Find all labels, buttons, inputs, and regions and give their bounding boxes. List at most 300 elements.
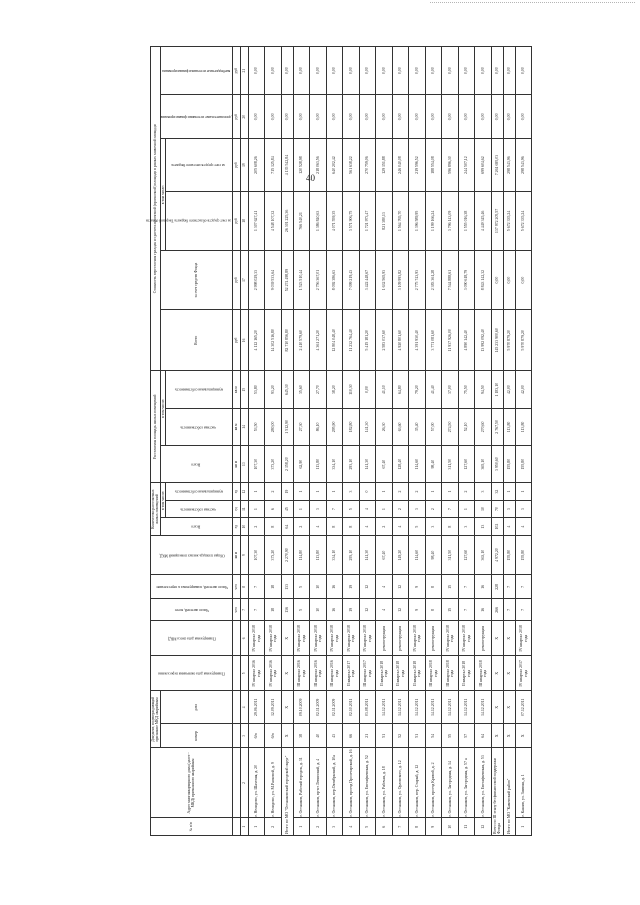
header-cost-incl: в том числе:	[160, 139, 165, 251]
table-cell: 3 950,60	[491, 446, 503, 483]
table-cell: г. Осташков, Рабочий городок, д. 31	[293, 748, 310, 818]
table-cell: 766 540,21	[293, 191, 310, 250]
table-cell: IV квартал 2017 года	[515, 656, 532, 691]
table-cell: г. Нелидово, ул. М.Расковой, д. 9	[265, 748, 282, 818]
table-cell: 7	[503, 575, 515, 599]
table-cell: 7	[392, 818, 409, 836]
table-cell: III квартал 2016 года	[293, 656, 310, 691]
table-cell: X	[491, 656, 503, 691]
units-cell: чел	[232, 575, 240, 599]
table-cell: 4	[343, 818, 360, 836]
table-cell: 7	[515, 599, 532, 621]
table-cell: 228	[491, 575, 503, 599]
table-cell: 219 596,52	[409, 139, 426, 192]
table-cell: 93,20	[265, 371, 282, 408]
table-cell: 16	[326, 575, 343, 599]
table-cell: 205 608,26	[248, 139, 265, 192]
table-cell: 3	[475, 483, 492, 501]
table-cell: реконструкция	[475, 621, 492, 656]
units-cell: ед	[232, 483, 240, 501]
table-row	[248, 47, 265, 836]
table-cell: 98,40	[425, 535, 442, 574]
table-cell: 0,00	[458, 47, 475, 95]
units-cell: ед	[232, 500, 240, 518]
table-cell: 0,00	[376, 47, 393, 95]
table-cell: 4 071 559,35	[326, 191, 343, 250]
table-row	[281, 47, 293, 836]
units-cell	[232, 656, 240, 691]
table-cell: 5 970 879,20	[503, 310, 515, 371]
table-cell: 4 890 142,40	[458, 310, 475, 371]
col_numbers-cell: 5	[240, 656, 248, 691]
table-cell: 75,50	[458, 371, 475, 408]
table-cell: 1 183,10	[491, 371, 503, 408]
table-cell: 1	[515, 483, 532, 501]
units-cell: чел	[232, 599, 240, 621]
table-cell: 5	[293, 575, 310, 599]
table-cell: 14.12.2011	[392, 691, 409, 724]
table-cell: 182,80	[343, 408, 360, 445]
table-cell: 2	[293, 518, 310, 536]
table-row	[491, 47, 503, 836]
table-cell: г. Нелидово, ул. Шахтная, д. 20	[248, 748, 265, 818]
table-row	[265, 47, 282, 836]
table-cell: 1	[503, 483, 515, 501]
table-cell: 0,00	[475, 95, 492, 139]
col_numbers-cell: 19	[240, 139, 248, 192]
table-row	[326, 47, 343, 836]
table-cell: 26,30	[376, 408, 393, 445]
table-cell: 4 548 107,32	[265, 191, 282, 250]
table-cell: 114,60	[409, 535, 426, 574]
table-cell: 0,00	[281, 47, 293, 95]
table-cell: 35,60	[293, 371, 310, 408]
table-cell: 218 063,56	[310, 139, 327, 192]
table-cell: 4	[515, 518, 532, 536]
header-rooms-private: частная собственность	[165, 500, 232, 518]
table-cell: 2	[425, 500, 442, 518]
table-cell: 0,00	[458, 95, 475, 139]
table-cell: 2 158,20	[281, 446, 293, 483]
table-cell: 244 507,12	[458, 139, 475, 192]
table-cell: X	[491, 621, 503, 656]
table-cell: X	[503, 691, 515, 724]
table-cell: 4	[503, 518, 515, 536]
table-cell: 7	[458, 575, 475, 599]
units-cell	[232, 691, 240, 724]
table-cell: 274,50	[442, 408, 459, 445]
table-body	[248, 47, 532, 836]
table-cell: 2 767,50	[491, 408, 503, 445]
header-rooms-total: Всего	[160, 518, 232, 536]
table-cell: 4	[392, 518, 409, 536]
table-cell: 4 972,20	[491, 535, 503, 574]
table-cell: г. Осташков, ул. Загородная, д. 57 а	[458, 748, 475, 818]
table-cell: 0,00	[409, 47, 426, 95]
table-row	[503, 47, 515, 836]
table-cell: 0,00	[409, 95, 426, 139]
col_numbers-cell: 8	[240, 575, 248, 599]
table-cell: 1	[248, 483, 265, 501]
column-number-row	[240, 47, 248, 836]
table-row	[475, 47, 492, 836]
units-cell: руб	[232, 310, 240, 371]
table-cell: 4	[376, 599, 393, 621]
table-cell: 45	[281, 500, 293, 518]
table-cell: 0,00	[376, 95, 393, 139]
header-cost-group: Стоимость переселения граждан из расчета проектной (прогнозной) площади в рамках заявочной площади	[151, 47, 161, 372]
table-cell: 13	[475, 518, 492, 536]
table-cell: 0,00	[515, 251, 532, 310]
table-cell: 4 920 801,60	[392, 310, 409, 371]
table-cell: 8	[442, 518, 459, 536]
table-cell: 0,00	[343, 47, 360, 95]
table-cell: 02.11.2009	[310, 691, 327, 724]
table-cell: 0,00	[515, 47, 532, 95]
table-cell: X	[281, 691, 293, 724]
table-cell: 3	[310, 500, 327, 518]
table-cell: 1 512,90	[281, 408, 293, 445]
table-cell: г. Осташков, пер. Старый, д. 12	[409, 748, 426, 818]
table-cell: б/н	[248, 724, 265, 748]
table-cell: 5	[359, 818, 376, 836]
table-cell: 3 090 618,79	[458, 251, 475, 310]
table-cell: 1	[442, 483, 459, 501]
header-n: № п/п	[151, 818, 233, 836]
table-cell: 0,00	[475, 47, 492, 95]
table-cell: 128,40	[392, 446, 409, 483]
table-cell: 0,00	[248, 95, 265, 139]
table-cell: 3 796 143,09	[442, 191, 459, 250]
table-cell: 3	[425, 518, 442, 536]
header-area-municipal: муниципальная собственность	[165, 371, 232, 408]
table-cell: 41,10	[376, 371, 393, 408]
col_numbers-cell: 7	[240, 599, 248, 621]
table-cell: 0,00	[503, 95, 515, 139]
table-cell: 63,60	[392, 408, 409, 445]
table-cell: 38	[293, 724, 310, 748]
table-cell: 12	[359, 575, 376, 599]
table-cell: 26 301 225,36	[281, 191, 293, 250]
table-cell: 0,00	[359, 95, 376, 139]
table-cell: 120 528,98	[293, 139, 310, 192]
table-cell: г. Осташков, ул. Рабочая, д. 18	[376, 748, 393, 818]
table-cell: 7	[458, 599, 475, 621]
scan-edge-noise	[430, 2, 635, 5]
table-cell: 57	[458, 724, 475, 748]
table-cell: 2 583 037,60	[376, 310, 393, 371]
col_numbers-cell: 18	[240, 191, 248, 250]
table-row	[392, 47, 409, 836]
table-cell: 82 710 856,80	[281, 310, 293, 371]
table-cell: 16	[326, 599, 343, 621]
header-area-private: частная собственность	[165, 408, 232, 445]
table-cell: 09.10.2009	[293, 691, 310, 724]
table-cell: 266	[491, 599, 503, 621]
table-cell: 0,00	[491, 47, 503, 95]
table-cell: 365,10	[475, 446, 492, 483]
table-cell: 14.12.2011	[458, 691, 475, 724]
table-cell: реконструкция	[376, 621, 393, 656]
table-cell: 270,60	[475, 408, 492, 445]
table-cell: г. Кашин, ул. Зимняя, д. 1	[515, 748, 532, 818]
table-cell: 18	[265, 599, 282, 621]
table-cell: г. Осташков, пр-кт Ленинский, д. 4	[310, 748, 327, 818]
table-cell: 42,00	[503, 371, 515, 408]
table-cell: IV квартал 2016 года	[248, 656, 265, 691]
table-cell: 03.08.2011	[359, 691, 376, 724]
table-cell: г. Осташков, ул. Евстафьевская, д. 52	[359, 748, 376, 818]
table-cell: 0,00	[293, 95, 310, 139]
col_numbers-cell: 14	[240, 408, 248, 445]
table-cell: 8	[425, 575, 442, 599]
table-cell: 98,40	[425, 446, 442, 483]
table-cell: Итого по МО "Осташковский городской округ"	[281, 748, 293, 836]
table-cell: 11 232 764,40	[343, 310, 360, 371]
table-cell: 127,60	[458, 446, 475, 483]
table-cell: 1	[293, 818, 310, 836]
table-cell: 3 109 993,82	[392, 251, 409, 310]
table-cell: 53,80	[248, 371, 265, 408]
table-cell: 35,40	[409, 408, 426, 445]
col_numbers-cell: 15	[240, 371, 248, 408]
table-cell: 129 151,88	[376, 139, 393, 192]
table-cell: 3	[458, 518, 475, 536]
table-cell: 110,30	[343, 371, 360, 408]
col_numbers-cell: 12	[240, 483, 248, 501]
header-plan-demolish: Планируемая дата сноса МКД	[151, 621, 233, 656]
table-cell: 141,30	[359, 535, 376, 574]
table-cell: 1	[376, 500, 393, 518]
table-cell: 4 361 271,20	[310, 310, 327, 371]
table-cell: 53,50	[248, 408, 265, 445]
table-cell: г. Осташков, пер.Октябрьский, д. 10а	[326, 748, 343, 818]
table-cell: 27,30	[293, 408, 310, 445]
table-cell: 145 233 900,60	[491, 310, 503, 371]
table-cell: IV квартал 2016 года	[265, 656, 282, 691]
table-cell: 1	[293, 500, 310, 518]
table-cell: 66	[343, 724, 360, 748]
table-cell: 0,00	[343, 95, 360, 139]
table-cell: 2	[310, 818, 327, 836]
table-cell: 1	[458, 500, 475, 518]
table-cell: 2 775 743,93	[409, 251, 426, 310]
header-doc-date: дата	[160, 691, 232, 724]
table-cell: 8	[265, 518, 282, 536]
table-cell: 2 998 029,33	[248, 251, 265, 310]
table-cell: 67,40	[376, 535, 393, 574]
table-cell: 2	[392, 500, 409, 518]
table-cell: 155,80	[503, 535, 515, 574]
table-cell: 5	[293, 599, 310, 621]
table-cell: 18	[265, 575, 282, 599]
table-cell: 29.06.2011	[248, 691, 265, 724]
table-cell: IV квартал 2018 года	[265, 621, 282, 656]
table-cell: 12	[359, 599, 376, 621]
table-cell: 155,80	[515, 535, 532, 574]
table-cell: 13 992 092,40	[475, 310, 492, 371]
table-cell: 1 632 565,93	[376, 251, 393, 310]
header-plan-resettle: Планируемая дата окончания переселения	[151, 656, 233, 691]
col_numbers-cell: 21	[240, 47, 248, 95]
table-cell: II квартал 2018 года	[376, 656, 393, 691]
table-cell: 70	[491, 500, 503, 518]
table-cell: 2	[265, 483, 282, 501]
table-cell: 1	[515, 818, 532, 836]
table-cell: Всего по III этапу без финансовой поддержки Фонда	[491, 748, 503, 836]
header-area-incl: в том числе:	[160, 371, 165, 446]
table-cell: 7	[515, 575, 532, 599]
table-cell: III квартал 2018 года	[442, 656, 459, 691]
table-cell: 15	[442, 599, 459, 621]
header-region: за счет средств областного бюджета Тверской области	[165, 191, 232, 250]
table-cell: 3 422 448,67	[359, 251, 376, 310]
table-cell: 2	[392, 483, 409, 501]
table-cell: реконструкция	[392, 621, 409, 656]
table-cell: 311,50	[442, 446, 459, 483]
table-cell: 7	[248, 575, 265, 599]
table-cell: 334,10	[326, 535, 343, 574]
table-cell: 7	[442, 500, 459, 518]
table-cell: 42,00	[515, 371, 532, 408]
table-cell: IV квартал 2018 года	[458, 621, 475, 656]
page-number: 40	[306, 173, 315, 183]
table-cell: 3	[343, 483, 360, 501]
table-cell: II квартал 2018 года	[458, 656, 475, 691]
header-doc-group: Документ, подтверждающий признание МКД аварийным	[151, 691, 161, 748]
table-cell: Итого по МО "Каменский район"	[503, 748, 515, 836]
table-cell: 1	[248, 500, 265, 518]
table-cell: 3 771 081,60	[425, 310, 442, 371]
table-cell: 2	[265, 818, 282, 836]
table-cell: 2	[458, 483, 475, 501]
table-cell: 1 555 016,38	[458, 191, 475, 250]
col_numbers-cell: 6	[240, 621, 248, 656]
table-cell: 137 972 205,57	[491, 191, 503, 250]
table-cell: 133	[281, 575, 293, 599]
table-cell: IV квартал 2018 года	[442, 621, 459, 656]
units-row	[232, 47, 240, 836]
table-cell: 14.12.2011	[409, 691, 426, 724]
table-cell: 1	[310, 483, 327, 501]
table-cell: 0,00	[293, 47, 310, 95]
header-total-area: Общая площадь жилых помещений МКД	[151, 535, 233, 574]
table-cell: 0,00	[392, 47, 409, 95]
table-cell: 293,10	[343, 446, 360, 483]
table-cell: 0,00	[425, 47, 442, 95]
table-cell: IV квартал 2018 года	[359, 621, 376, 656]
table-cell: 54	[425, 724, 442, 748]
table-cell: 561 638,22	[343, 139, 360, 192]
col_numbers-cell: 2	[240, 748, 248, 818]
table-cell: 270 759,06	[359, 139, 376, 192]
units-cell	[232, 724, 240, 748]
header-local: за счет средств местного бюджета	[165, 139, 232, 192]
table-cell: 6	[376, 818, 393, 836]
table-cell: X	[503, 724, 515, 748]
table-cell: 640 202,42	[326, 139, 343, 192]
table-cell: 0,00	[359, 47, 376, 95]
header-rooms-group: Количество расселяемых жилых помещений	[151, 483, 161, 536]
table-cell: 07.12.2011	[515, 691, 532, 724]
table-cell: 0,00	[310, 47, 327, 95]
table-cell: X	[503, 656, 515, 691]
col_numbers-cell: 20	[240, 95, 248, 139]
table-cell: 51	[376, 724, 393, 748]
table-cell: 1	[293, 483, 310, 501]
table-cell: 0,00	[442, 47, 459, 95]
col_numbers-cell: 16	[240, 310, 248, 371]
col_numbers-cell: 17	[240, 251, 248, 310]
col_numbers-cell: 1	[240, 818, 248, 836]
table-cell: 4	[359, 518, 376, 536]
table-cell: 10	[442, 818, 459, 836]
resettlement-table	[146, 46, 532, 836]
table-cell: IV квартал 2018 года	[515, 621, 532, 656]
table-cell: 3	[409, 500, 426, 518]
table-cell: 64	[281, 518, 293, 536]
table-row	[343, 47, 360, 836]
table-cell: 5	[343, 500, 360, 518]
table-cell: б/н	[265, 724, 282, 748]
table-cell: 373,20	[265, 446, 282, 483]
table-cell: 4	[310, 518, 327, 536]
table-cell: 10	[310, 599, 327, 621]
table-cell: III квартал 2018 года	[425, 656, 442, 691]
table-cell: 373,20	[265, 535, 282, 574]
table-cell: 1 523 510,44	[293, 251, 310, 310]
units-cell: руб	[232, 95, 240, 139]
table-cell: 645,30	[281, 371, 293, 408]
table-cell: 14 302 516,80	[265, 310, 282, 371]
units-cell	[232, 621, 240, 656]
table-cell: 7 261 695,03	[491, 139, 503, 192]
table-cell: 37,00	[442, 371, 459, 408]
header-extra2: внебюджетные источники финансирования	[160, 47, 232, 95]
table-cell: 114,80	[293, 535, 310, 574]
table-cell: 1 199 166,24	[425, 191, 442, 250]
table-cell: 2 383 361,28	[425, 251, 442, 310]
table-cell: III квартал 2016 года	[326, 656, 343, 691]
table-cell: 12 804 048,40	[326, 310, 343, 371]
table-cell: II квартал 2018 года	[409, 656, 426, 691]
table-cell: 16	[475, 575, 492, 599]
table-cell: 0,00	[425, 95, 442, 139]
table-cell: 0,00	[310, 95, 327, 139]
units-cell: кв м	[232, 408, 240, 445]
units-cell: руб	[232, 139, 240, 192]
header-rooms-municipal: муниципальная собственность	[165, 483, 232, 501]
table-cell: 19	[343, 599, 360, 621]
table-cell: г. Осташков, ул. Орловского, д. 12	[392, 748, 409, 818]
table-cell: 3	[326, 818, 343, 836]
table-row	[376, 47, 393, 836]
table-cell: г. Осташков, проезд Кривой, д. 2	[425, 748, 442, 818]
table-cell: 52,10	[458, 408, 475, 445]
table-cell: реконструкция	[425, 621, 442, 656]
table-cell: 10	[475, 500, 492, 518]
table-cell: 15	[442, 575, 459, 599]
table-cell: 12.09.2011	[265, 691, 282, 724]
table-row	[442, 47, 459, 836]
table-cell: 0,00	[515, 95, 532, 139]
table-cell: X	[491, 691, 503, 724]
units-cell: ед	[232, 518, 240, 536]
col_numbers-cell: 13	[240, 446, 248, 483]
table-cell: 6	[265, 500, 282, 518]
table-cell: 0,00	[281, 95, 293, 139]
rotated-table-sheet	[146, 46, 540, 836]
